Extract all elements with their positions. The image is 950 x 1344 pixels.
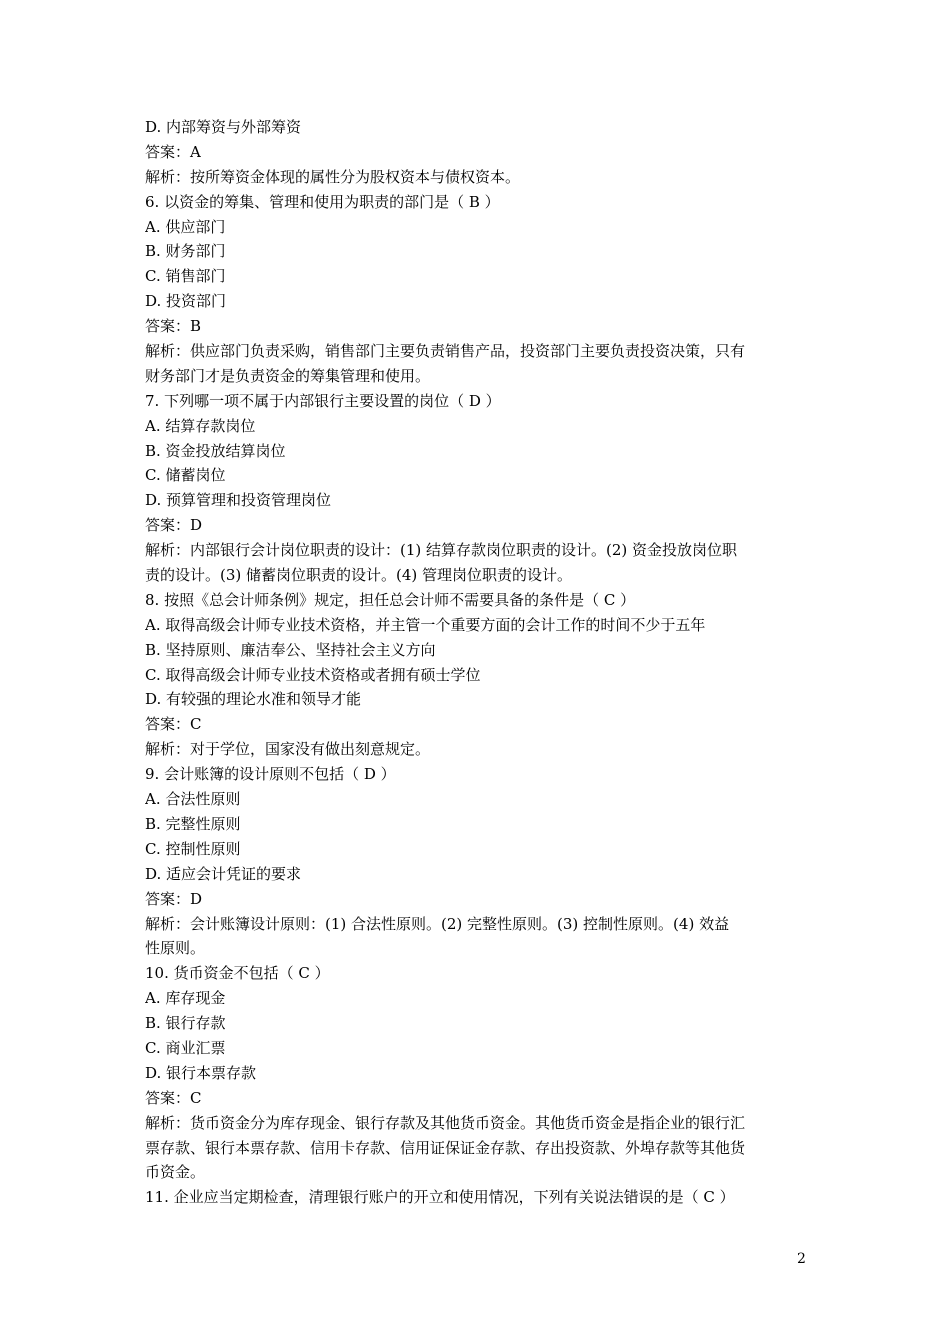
text-line: B. 资金投放结算岗位 (145, 441, 286, 460)
text-line: 性原则。 (145, 939, 206, 958)
text-line: 解析：货币资金分为库存现金、银行存款及其他货币资金。其他货币资金是指企业的银行汇 (145, 1113, 746, 1132)
text-line: 解析：按所筹资金体现的属性分为股权资本与债权资本。 (145, 167, 521, 186)
text-line: D. 适应会计凭证的要求 (145, 864, 302, 883)
text-line: 答案：D (145, 889, 203, 908)
text-line: 6. 以资金的筹集、管理和使用为职责的部门是（ B ） (145, 192, 500, 211)
text-line: B. 坚持原则、廉洁奉公、坚持社会主义方向 (145, 640, 436, 659)
text-line: 解析：对于学位，国家没有做出刻意规定。 (145, 740, 431, 759)
text-line: 10. 货币资金不包括（ C ） (145, 964, 330, 983)
text-line: C. 取得高级会计师专业技术资格或者拥有硕士学位 (145, 665, 481, 684)
text-line: 票存款、银行本票存款、信用卡存款、信用证保证金存款、存出投资款、外埠存款等其他货 (145, 1138, 746, 1157)
text-line: C. 商业汇票 (145, 1038, 226, 1057)
text-line: 8. 按照《总会计师条例》规定，担任总会计师不需要具备的条件是（ C ） (145, 590, 636, 609)
text-line: 11. 企业应当定期检查，清理银行账户的开立和使用情况，下列有关说法错误的是（ C ） (145, 1188, 735, 1207)
text-line: D. 预算管理和投资管理岗位 (145, 491, 332, 510)
text-line: 解析：供应部门负责采购，销售部门主要负责销售产品，投资部门主要负责投资决策，只有 (145, 342, 746, 361)
text-line: A. 库存现金 (145, 989, 226, 1008)
document-body (145, 115, 810, 1210)
text-line: C. 储蓄岗位 (145, 466, 226, 485)
text-line: C. 销售部门 (145, 267, 226, 286)
text-line: 答案：A (145, 142, 201, 161)
text-line: B. 完整性原则 (145, 814, 241, 833)
text-line: D. 投资部门 (145, 292, 227, 311)
text-line: 解析：内部银行会计岗位职责的设计：(1) 结算存款岗位职责的设计。(2) 资金投放岗位职 (145, 541, 738, 560)
text-line: D. 内部筹资与外部筹资 (145, 118, 302, 136)
text-line: 币资金。 (145, 1163, 206, 1182)
text-line: 答案：D (145, 516, 203, 535)
text-line: 9. 会计账簿的设计原则不包括（ D ） (145, 765, 396, 784)
text-line: 责的设计。(3) 储蓄岗位职责的设计。(4) 管理岗位职责的设计。 (145, 566, 573, 585)
text-line: 答案：C (145, 1088, 202, 1107)
text-line: 7. 下列哪一项不属于内部银行主要设置的岗位（ D ） (145, 391, 501, 410)
text-line: 答案：B (145, 317, 202, 336)
text-line: D. 银行本票存款 (145, 1063, 257, 1082)
text-line: 答案：C (145, 715, 202, 734)
page-number: 2 (797, 1251, 806, 1267)
text-line: D. 有较强的理论水准和领导才能 (145, 690, 362, 709)
text-line: A. 结算存款岗位 (145, 416, 256, 435)
text-line: A. 供应部门 (145, 217, 226, 236)
text-line: B. 财务部门 (145, 242, 226, 261)
text-line: C. 控制性原则 (145, 839, 241, 858)
text-line: B. 银行存款 (145, 1014, 226, 1033)
text-line: A. 取得高级会计师专业技术资格，并主管一个重要方面的会计工作的时间不少于五年 (145, 615, 706, 634)
text-line: 财务部门才是负责资金的筹集管理和使用。 (145, 366, 431, 385)
text-line: 解析：会计账簿设计原则：(1) 合法性原则。(2) 完整性原则。(3) 控制性原则。(4) 效益 (145, 914, 730, 933)
text-line: A. 合法性原则 (145, 790, 241, 809)
